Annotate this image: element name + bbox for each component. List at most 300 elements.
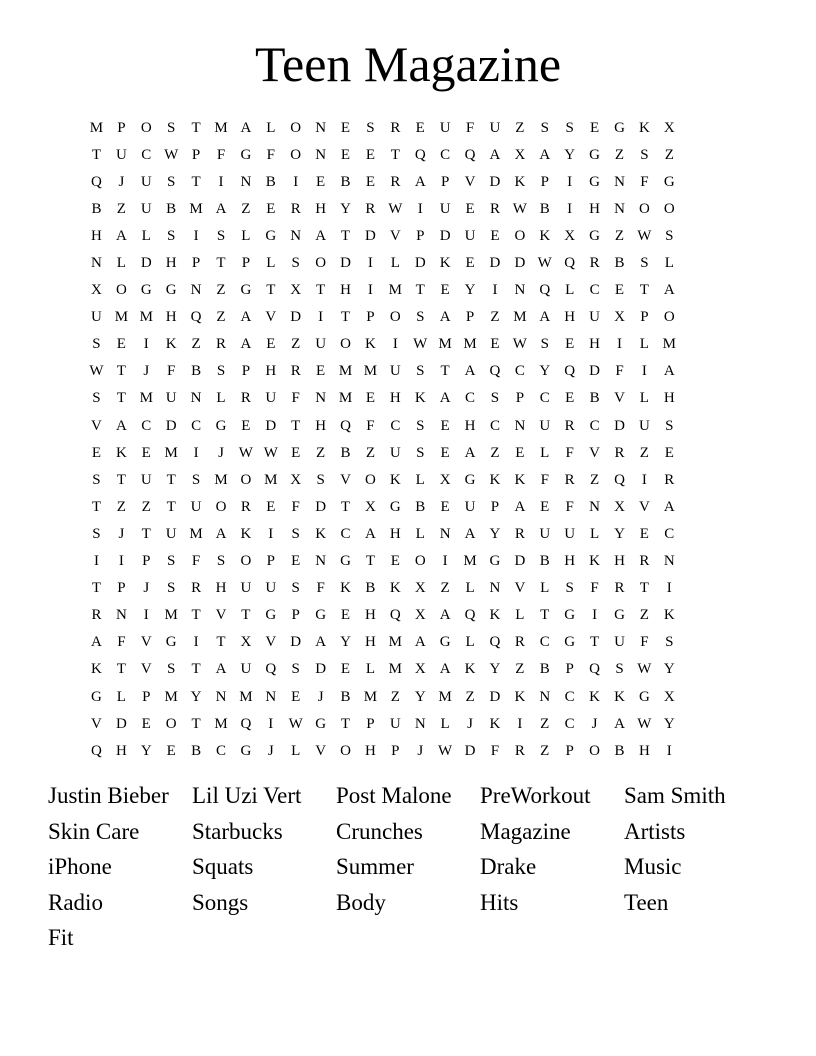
grid-letter: N bbox=[290, 227, 302, 244]
grid-letter: Z bbox=[664, 146, 674, 163]
grid-letter: J bbox=[267, 742, 274, 759]
grid-letter: O bbox=[215, 498, 227, 515]
grid-letter: Y bbox=[140, 742, 152, 759]
grid-letter: U bbox=[140, 471, 152, 488]
grid-letter: U bbox=[564, 525, 576, 542]
grid-letter: F bbox=[540, 471, 549, 488]
grid-row bbox=[84, 168, 732, 195]
grid-letter: N bbox=[489, 580, 501, 597]
grid-letter: A bbox=[365, 525, 376, 542]
grid-letter: C bbox=[390, 417, 401, 434]
grid-letter: R bbox=[614, 580, 625, 597]
grid-letter: A bbox=[315, 227, 327, 244]
grid-letter: G bbox=[489, 553, 501, 570]
grid-letter: H bbox=[663, 390, 675, 407]
grid-letter: N bbox=[315, 390, 327, 407]
grid-letter: D bbox=[489, 688, 501, 705]
grid-letter: U bbox=[439, 119, 451, 136]
grid-letter: W bbox=[512, 336, 527, 353]
grid-letter: S bbox=[167, 661, 176, 678]
grid-letter: A bbox=[115, 227, 127, 244]
grid-letter: H bbox=[165, 309, 177, 326]
grid-letter: U bbox=[140, 173, 152, 190]
grid-letter: G bbox=[589, 173, 600, 190]
grid-row bbox=[84, 493, 732, 520]
grid-letter: E bbox=[166, 742, 176, 759]
grid-letter: W bbox=[637, 227, 652, 244]
grid-letter: P bbox=[565, 661, 574, 678]
grid-letter: L bbox=[415, 525, 425, 542]
grid-letter: T bbox=[91, 580, 102, 597]
grid-row bbox=[84, 602, 732, 629]
grid-letter: E bbox=[390, 553, 400, 570]
grid-letter: F bbox=[640, 634, 649, 651]
grid-letter: A bbox=[240, 119, 252, 136]
grid-letter: F bbox=[465, 119, 475, 136]
grid-letter: U bbox=[140, 200, 152, 217]
grid-letter: N bbox=[514, 282, 526, 299]
grid-letter: I bbox=[118, 553, 124, 570]
word-bank bbox=[48, 778, 768, 956]
grid-letter: S bbox=[291, 661, 300, 678]
grid-letter: Q bbox=[464, 146, 476, 163]
grid-letter: R bbox=[614, 444, 625, 461]
grid-letter: E bbox=[365, 146, 375, 163]
grid-letter: M bbox=[189, 525, 203, 542]
grid-letter: E bbox=[440, 282, 450, 299]
grid-letter: I bbox=[592, 607, 598, 624]
grid-letter: S bbox=[416, 309, 425, 326]
grid-letter: G bbox=[315, 715, 327, 732]
grid-letter: P bbox=[191, 255, 201, 272]
grid-letter: I bbox=[517, 715, 523, 732]
grid-letter: L bbox=[664, 255, 674, 272]
grid-letter: Z bbox=[465, 688, 475, 705]
grid-letter: I bbox=[268, 525, 274, 542]
grid-letter: F bbox=[615, 363, 624, 380]
grid-letter: M bbox=[214, 715, 228, 732]
grid-letter: C bbox=[465, 390, 476, 407]
grid-letter: Q bbox=[190, 309, 202, 326]
grid-letter: M bbox=[438, 688, 452, 705]
grid-letter: Z bbox=[540, 742, 550, 759]
grid-letter: M bbox=[363, 363, 378, 380]
grid-letter: Q bbox=[91, 173, 102, 190]
grid-letter: P bbox=[241, 363, 251, 380]
grid-letter: E bbox=[116, 336, 126, 353]
grid-letter: F bbox=[565, 498, 574, 515]
grid-letter: F bbox=[216, 146, 226, 163]
grid-letter: D bbox=[439, 227, 451, 244]
grid-letter: D bbox=[115, 715, 127, 732]
grid-letter: S bbox=[167, 173, 176, 190]
word-bank-item: PreWorkout bbox=[480, 783, 591, 808]
grid-letter: S bbox=[167, 553, 176, 570]
grid-letter: G bbox=[215, 417, 227, 434]
word-bank-item: Body bbox=[336, 889, 386, 915]
grid-letter: P bbox=[366, 309, 375, 326]
grid-letter: D bbox=[140, 255, 152, 272]
grid-letter: O bbox=[365, 471, 376, 488]
grid-letter: C bbox=[564, 688, 575, 705]
grid-letter: I bbox=[616, 336, 622, 353]
grid-letter: L bbox=[639, 390, 649, 407]
word-bank-item: Squats bbox=[192, 854, 254, 880]
grid-letter: E bbox=[589, 119, 600, 136]
grid-letter: Y bbox=[340, 200, 351, 217]
grid-letter: M bbox=[164, 444, 178, 461]
grid-letter: A bbox=[514, 498, 526, 515]
grid-letter: S bbox=[665, 227, 674, 244]
grid-letter: Q bbox=[340, 417, 351, 434]
grid-letter: T bbox=[166, 471, 176, 488]
grid-letter: O bbox=[115, 282, 127, 299]
grid-letter: N bbox=[115, 607, 127, 624]
grid-letter: T bbox=[241, 607, 251, 624]
grid-letter: A bbox=[439, 390, 451, 407]
grid-letter: Z bbox=[316, 444, 326, 461]
grid-letter: E bbox=[316, 363, 326, 380]
grid-letter: V bbox=[140, 634, 152, 651]
grid-letter: H bbox=[165, 255, 177, 272]
grid-letter: G bbox=[439, 634, 451, 651]
grid-letter: H bbox=[638, 742, 650, 759]
grid-letter: Z bbox=[490, 444, 500, 461]
grid-letter: H bbox=[365, 634, 376, 651]
grid-letter: X bbox=[663, 688, 675, 705]
grid-letter: X bbox=[439, 471, 451, 488]
grid-letter: M bbox=[239, 688, 253, 705]
grid-letter: G bbox=[91, 688, 102, 705]
grid-letter: S bbox=[540, 119, 549, 136]
grid-letter: L bbox=[266, 119, 276, 136]
word-bank-item: Hits bbox=[480, 889, 519, 915]
grid-letter: X bbox=[91, 282, 102, 299]
grid-letter: G bbox=[240, 282, 252, 299]
grid-row bbox=[84, 439, 732, 466]
grid-letter: I bbox=[567, 173, 573, 190]
grid-letter: T bbox=[141, 525, 151, 542]
grid-letter: S bbox=[615, 661, 624, 678]
grid-letter: Y bbox=[190, 688, 202, 705]
grid-letter: D bbox=[265, 417, 277, 434]
grid-letter: D bbox=[315, 661, 327, 678]
grid-letter: T bbox=[191, 661, 201, 678]
grid-letter: T bbox=[540, 607, 550, 624]
grid-letter: A bbox=[215, 200, 227, 217]
grid-letter: J bbox=[467, 715, 473, 732]
grid-letter: M bbox=[463, 336, 477, 353]
grid-letter: W bbox=[413, 336, 428, 353]
grid-letter: X bbox=[614, 498, 625, 515]
grid-letter: W bbox=[388, 200, 403, 217]
grid-letter: E bbox=[291, 444, 301, 461]
word-bank-item: Summer bbox=[336, 854, 414, 880]
grid-letter: D bbox=[464, 742, 476, 759]
grid-letter: B bbox=[265, 173, 276, 190]
grid-letter: R bbox=[514, 742, 525, 759]
grid-letter: O bbox=[340, 742, 351, 759]
grid-letter: K bbox=[414, 390, 426, 407]
grid-letter: W bbox=[238, 444, 253, 461]
grid-letter: F bbox=[291, 390, 300, 407]
grid-row bbox=[84, 629, 732, 656]
grid-letter: J bbox=[218, 444, 224, 461]
grid-letter: W bbox=[438, 742, 453, 759]
grid-letter: P bbox=[465, 309, 475, 326]
word-bank-item: Justin Bieber bbox=[48, 783, 169, 808]
grid-letter: H bbox=[91, 227, 102, 244]
grid-letter: G bbox=[240, 146, 252, 163]
grid-letter: B bbox=[539, 553, 550, 570]
grid-letter: S bbox=[167, 119, 176, 136]
grid-letter: T bbox=[390, 146, 400, 163]
grid-letter: V bbox=[514, 580, 526, 597]
grid-letter: S bbox=[665, 634, 674, 651]
grid-letter: O bbox=[589, 742, 600, 759]
grid-letter: Q bbox=[464, 607, 476, 624]
grid-letter: M bbox=[363, 688, 378, 705]
grid-letter: B bbox=[191, 363, 202, 380]
grid-letter: I bbox=[392, 336, 398, 353]
grid-letter: P bbox=[640, 309, 649, 326]
grid-letter: T bbox=[415, 282, 425, 299]
grid-letter: Z bbox=[141, 498, 151, 515]
grid-letter: H bbox=[564, 553, 576, 570]
grid-letter: S bbox=[565, 580, 574, 597]
grid-letter: F bbox=[266, 146, 275, 163]
grid-letter: T bbox=[340, 227, 351, 244]
word-bank-item: Songs bbox=[192, 889, 249, 915]
grid-letter: T bbox=[191, 715, 201, 732]
grid-letter: K bbox=[514, 688, 526, 705]
grid-letter: K bbox=[638, 119, 650, 136]
grid-row bbox=[84, 737, 732, 764]
grid-row bbox=[84, 277, 732, 304]
grid-letter: R bbox=[240, 498, 251, 515]
grid-letter: K bbox=[514, 471, 526, 488]
grid-letter: L bbox=[589, 525, 600, 542]
grid-letter: E bbox=[515, 444, 525, 461]
grid-letter: Q bbox=[614, 471, 625, 488]
grid-row bbox=[84, 520, 732, 547]
grid-letter: Y bbox=[489, 525, 501, 542]
grid-letter: N bbox=[514, 417, 526, 434]
grid-letter: G bbox=[265, 607, 277, 624]
grid-letter: L bbox=[390, 255, 400, 272]
grid-letter: R bbox=[639, 553, 650, 570]
grid-letter: E bbox=[465, 200, 475, 217]
grid-letter: Q bbox=[564, 363, 576, 380]
grid-letter: N bbox=[91, 255, 102, 272]
grid-letter: D bbox=[414, 255, 426, 272]
grid-letter: C bbox=[589, 417, 600, 434]
grid-letter: Q bbox=[564, 255, 576, 272]
grid-letter: E bbox=[565, 336, 575, 353]
grid-letter: L bbox=[116, 688, 126, 705]
grid-letter: U bbox=[91, 309, 102, 326]
grid-letter: D bbox=[489, 255, 501, 272]
grid-letter: V bbox=[638, 498, 650, 515]
grid-letter: C bbox=[440, 146, 451, 163]
grid-letter: Z bbox=[515, 661, 525, 678]
grid-letter: I bbox=[193, 444, 199, 461]
grid-letter: K bbox=[539, 227, 551, 244]
grid-letter: U bbox=[265, 390, 277, 407]
grid-letter: C bbox=[664, 525, 675, 542]
word-bank-item: Crunches bbox=[336, 818, 423, 844]
grid-letter: I bbox=[218, 173, 224, 190]
grid-letter: V bbox=[340, 471, 351, 488]
grid-letter: E bbox=[440, 417, 450, 434]
grid-letter: R bbox=[664, 471, 675, 488]
grid-letter: J bbox=[143, 580, 150, 597]
grid-letter: D bbox=[165, 417, 177, 434]
grid-letter: M bbox=[139, 309, 153, 326]
grid-letter: U bbox=[614, 634, 625, 651]
grid-letter: E bbox=[340, 119, 351, 136]
word-search-grid bbox=[84, 114, 732, 764]
grid-letter: X bbox=[614, 309, 625, 326]
grid-letter: M bbox=[264, 471, 278, 488]
grid-letter: H bbox=[464, 417, 476, 434]
grid-letter: O bbox=[414, 553, 426, 570]
grid-letter: J bbox=[118, 525, 125, 542]
word-bank-item: Drake bbox=[480, 854, 537, 880]
grid-letter: X bbox=[414, 607, 426, 624]
grid-letter: M bbox=[513, 309, 527, 326]
grid-letter: G bbox=[589, 227, 600, 244]
grid-letter: G bbox=[140, 282, 152, 299]
grid-letter: B bbox=[539, 200, 550, 217]
grid-letter: P bbox=[142, 553, 151, 570]
grid-letter: T bbox=[340, 498, 351, 515]
grid-letter: U bbox=[240, 580, 252, 597]
grid-letter: H bbox=[115, 742, 127, 759]
grid-letter: Z bbox=[291, 336, 301, 353]
grid-letter: P bbox=[515, 390, 525, 407]
grid-letter: H bbox=[614, 553, 625, 570]
grid-letter: A bbox=[240, 336, 252, 353]
grid-letter: R bbox=[91, 607, 102, 624]
grid-letter: S bbox=[191, 471, 201, 488]
grid-letter: N bbox=[190, 390, 202, 407]
grid-letter: K bbox=[663, 607, 675, 624]
grid-letter: T bbox=[639, 282, 649, 299]
grid-letter: T bbox=[639, 580, 649, 597]
grid-letter: M bbox=[164, 607, 178, 624]
grid-letter: S bbox=[291, 580, 300, 597]
grid-letter: H bbox=[564, 309, 576, 326]
grid-row bbox=[84, 575, 732, 602]
grid-letter: A bbox=[614, 715, 625, 732]
grid-letter: S bbox=[490, 390, 500, 407]
grid-letter: L bbox=[116, 255, 126, 272]
grid-letter: N bbox=[663, 553, 675, 570]
grid-letter: S bbox=[640, 255, 649, 272]
grid-letter: K bbox=[489, 471, 501, 488]
grid-letter: A bbox=[464, 363, 476, 380]
grid-letter: S bbox=[92, 525, 101, 542]
grid-letter: L bbox=[216, 390, 226, 407]
grid-row bbox=[84, 358, 732, 385]
grid-letter: P bbox=[266, 553, 275, 570]
grid-letter: U bbox=[389, 715, 401, 732]
grid-letter: V bbox=[91, 715, 102, 732]
grid-letter: E bbox=[340, 661, 351, 678]
grid-letter: G bbox=[165, 634, 177, 651]
grid-letter: B bbox=[340, 688, 351, 705]
grid-letter: Z bbox=[440, 580, 450, 597]
grid-letter: E bbox=[340, 607, 351, 624]
grid-letter: E bbox=[365, 173, 375, 190]
grid-letter: Q bbox=[489, 634, 501, 651]
grid-letter: L bbox=[515, 607, 525, 624]
grid-letter: P bbox=[142, 688, 151, 705]
grid-letter: H bbox=[215, 580, 227, 597]
grid-letter: L bbox=[266, 255, 276, 272]
grid-letter: P bbox=[241, 255, 251, 272]
grid-letter: T bbox=[116, 661, 126, 678]
grid-letter: L bbox=[415, 471, 425, 488]
grid-letter: F bbox=[291, 498, 300, 515]
grid-letter: V bbox=[91, 417, 102, 434]
grid-letter: I bbox=[442, 553, 448, 570]
grid-letter: Y bbox=[489, 661, 501, 678]
grid-letter: P bbox=[291, 607, 300, 624]
grid-letter: R bbox=[564, 471, 575, 488]
grid-letter: W bbox=[512, 200, 527, 217]
grid-letter: S bbox=[92, 471, 101, 488]
grid-letter: K bbox=[91, 661, 102, 678]
grid-letter: K bbox=[489, 607, 501, 624]
grid-letter: F bbox=[316, 580, 325, 597]
grid-letter: R bbox=[564, 417, 575, 434]
grid-row bbox=[84, 331, 732, 358]
grid-letter: Y bbox=[614, 525, 625, 542]
grid-letter: T bbox=[291, 417, 301, 434]
grid-row bbox=[84, 412, 732, 439]
grid-letter: T bbox=[340, 715, 351, 732]
grid-letter: D bbox=[365, 227, 376, 244]
grid-letter: B bbox=[614, 742, 625, 759]
grid-letter: S bbox=[665, 417, 674, 434]
grid-letter: T bbox=[91, 498, 102, 515]
grid-row bbox=[84, 683, 732, 710]
grid-letter: E bbox=[465, 255, 475, 272]
grid-letter: R bbox=[390, 173, 401, 190]
grid-letter: I bbox=[666, 580, 672, 597]
grid-letter: M bbox=[388, 282, 402, 299]
grid-letter: X bbox=[240, 634, 252, 651]
grid-letter: K bbox=[614, 688, 625, 705]
grid-letter: M bbox=[89, 119, 104, 136]
grid-letter: O bbox=[389, 309, 401, 326]
grid-letter: T bbox=[440, 363, 450, 380]
grid-letter: T bbox=[365, 553, 375, 570]
grid-letter: X bbox=[365, 498, 376, 515]
grid-letter: C bbox=[514, 363, 525, 380]
grid-letter: K bbox=[389, 471, 401, 488]
grid-letter: J bbox=[417, 742, 424, 759]
grid-letter: C bbox=[340, 525, 351, 542]
grid-letter: I bbox=[666, 742, 672, 759]
grid-letter: G bbox=[315, 607, 327, 624]
word-bank-item: iPhone bbox=[48, 854, 112, 880]
grid-letter: M bbox=[463, 553, 477, 570]
grid-row bbox=[84, 710, 732, 737]
grid-letter: M bbox=[438, 336, 452, 353]
